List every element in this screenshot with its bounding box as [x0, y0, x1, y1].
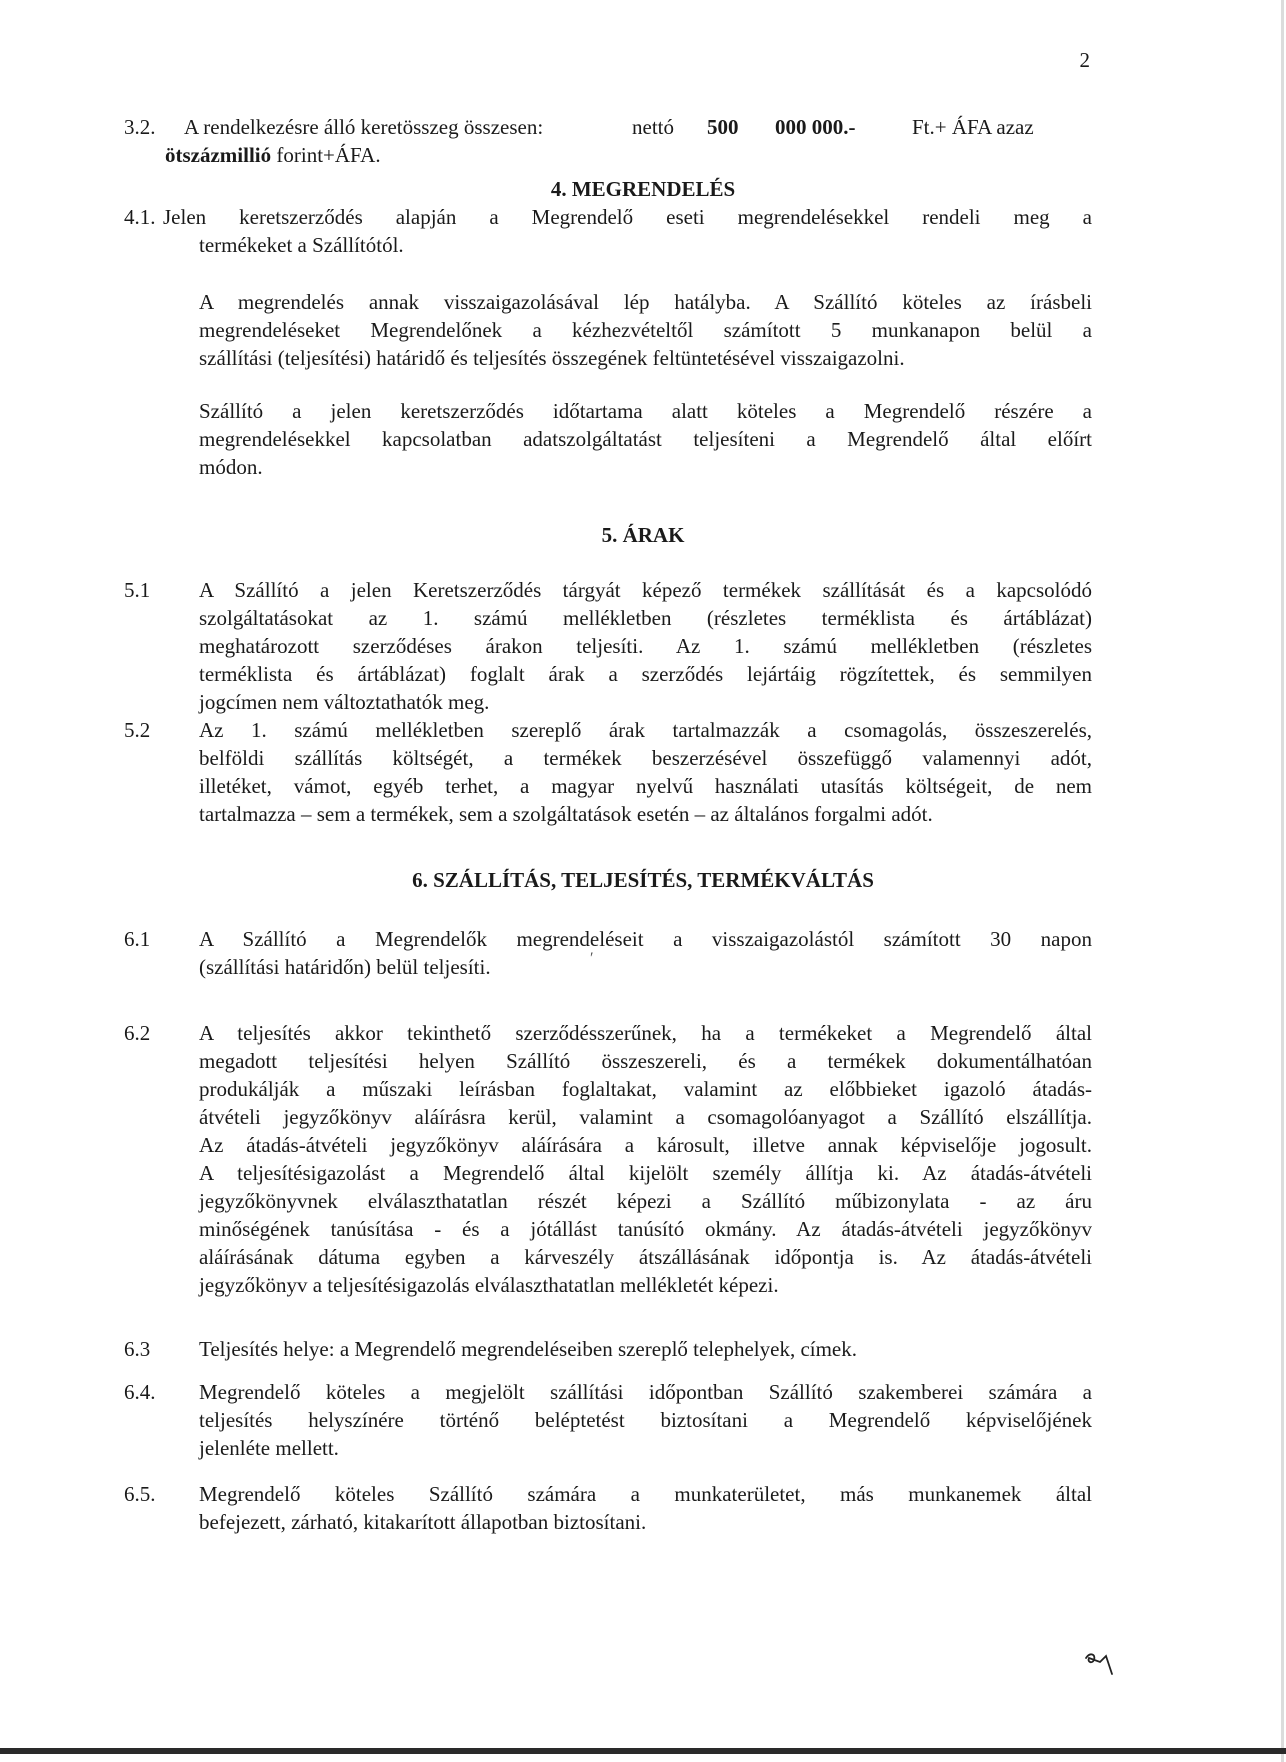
section-6-2-line-7: jegyzőkönyvnek elválaszthatatlan részét képezi a Szállító műbizonylata - az áru [199, 1189, 1092, 1213]
para-megrendeles-line-1: A megrendelés annak visszaigazolásával lép hatályba. A Szállító köteles az írásbeli [199, 290, 1092, 314]
scan-bottom-edge [0, 1748, 1286, 1754]
section-6-4-line-1: Megrendelő köteles a megjelölt szállítási időpontban Szállító szakemberei számára a [199, 1380, 1092, 1404]
section-5-1-line-5: jogcímen nem változtathatók meg. [199, 690, 490, 714]
section-number-5-2: 5.2 [124, 718, 151, 742]
heading-5-arak: 5. ÁRAK [601, 523, 685, 547]
section-number-6-5: 6.5. [124, 1482, 156, 1506]
scan-right-edge [1281, 0, 1284, 1762]
section-6-2-line-3: produkálják a műszaki leírásban foglaltakat, valamint az előbbieket igazoló átadás- [199, 1077, 1092, 1101]
para-szallito-line-1: Szállító a jelen keretszerződés időtartama alatt köteles a Megrendelő részére a [199, 399, 1092, 423]
section-6-1-line-2: (szállítási határidőn) belül teljesíti. [199, 955, 491, 979]
section-number-5-1: 5.1 [124, 578, 151, 602]
section-number-6-3: 6.3 [124, 1337, 151, 1361]
stray-tick-mark: ′ [590, 950, 594, 967]
section-6-3-line-1: Teljesítés helye: a Megrendelő megrendeléseiben szereplő telephelyek, címek. [199, 1337, 858, 1361]
section-6-2-line-1: A teljesítés akkor tekinthető szerződésszerűnek, ha a termékeket a Megrendelő által [199, 1021, 1092, 1045]
para-szallito-line-2: megrendelésekkel kapcsolatban adatszolgáltatást teljesíteni a Megrendelő által előírt [199, 427, 1092, 451]
section-3-2-amount-words: ötszázmillió [165, 143, 272, 167]
section-5-1-line-1: A Szállító a jelen Keretszerződés tárgyát képező termékek szállítását és a kapcsolódó [199, 578, 1092, 602]
section-6-2-line-8: minőségének tanúsítása - és a jótállást tanúsító okmány. Az átadás-átvételi jegyzőkönyv [199, 1217, 1092, 1241]
section-number-6-2: 6.2 [124, 1021, 151, 1045]
section-6-5-line-2: befejezett, zárható, kitakarított állapotban biztosítani. [199, 1510, 647, 1534]
section-3-2-text-a: A rendelkezésre álló keretösszeg összesen: [184, 115, 544, 139]
section-5-1-line-3: meghatározott szerződéses árakon teljesíti. Az 1. számú mellékletben (részletes [199, 634, 1092, 658]
section-6-2-line-5: Az átadás-átvételi jegyzőkönyv aláírására a károsult, illetve annak képviselője jogosult. [199, 1133, 1092, 1157]
section-6-2-line-6: A teljesítésigazolást a Megrendelő által kijelölt személy állítja ki. Az átadás-átvételi [199, 1161, 1092, 1185]
section-3-2-currency: forint+ÁFA. [271, 143, 381, 167]
heading-4-megrendeles: 4. MEGRENDELÉS [550, 177, 736, 201]
heading-6-szallitas: 6. SZÁLLÍTÁS, TELJESÍTÉS, TERMÉKVÁLTÁS [412, 868, 874, 892]
section-6-5-line-1: Megrendelő köteles Szállító számára a munkaterületet, más munkanemek által [199, 1482, 1092, 1506]
section-5-2-line-2: belföldi szállítás költségét, a termékek beszerzésével összefüggő valamennyi adót, [199, 746, 1092, 770]
section-4-1-line-1: Jelen keretszerződés alapján a Megrendelő eseti megrendelésekkel rendeli meg a [163, 205, 1092, 229]
section-5-1-line-2: szolgáltatásokat az 1. számú mellékletben (részletes terméklista és ártáblázat) [199, 606, 1092, 630]
section-6-2-line-10: jegyzőkönyv a teljesítésigazolás elválaszthatatlan mellékletét képezi. [199, 1273, 779, 1297]
section-6-1-line-1: A Szállító a Megrendelők megrendeléseit a visszaigazolástól számított 30 napon [199, 927, 1092, 951]
handwritten-initials-signature [1082, 1648, 1122, 1678]
section-6-2-line-2: megadott teljesítési helyen Szállító összeszereli, és a termékek dokumentálhatóan [199, 1049, 1092, 1073]
section-3-2-text-e: Ft.+ ÁFA azaz [912, 115, 1034, 139]
section-4-1-line-2: termékeket a Szállítótól. [199, 233, 404, 257]
section-5-2-line-1: Az 1. számú mellékletben szereplő árak tartalmazzák a csomagolás, összeszerelés, [199, 718, 1092, 742]
section-3-2-amount-b: 000 000.- [775, 115, 856, 139]
section-3-2-text-b: nettó [632, 115, 674, 139]
section-6-4-line-2: teljesítés helyszínére történő beléptetést biztosítani a Megrendelő képviselőjének [199, 1408, 1092, 1432]
section-5-2-line-4: tartalmazza – sem a termékek, sem a szolgáltatások esetén – az általános forgalmi adót. [199, 802, 933, 826]
section-6-2-line-4: átvételi jegyzőkönyv aláírásra kerül, valamint a csomagolóanyagot a Szállító elszállítja. [199, 1105, 1092, 1129]
section-number-6-1: 6.1 [124, 927, 151, 951]
section-number-4-1: 4.1. [124, 205, 156, 229]
section-number-3-2: 3.2. [124, 115, 156, 139]
section-5-2-line-3: illetéket, vámot, egyéb terhet, a magyar nyelvű használati utasítás költségeit, de nem [199, 774, 1092, 798]
section-6-2-line-9: aláírásának dátuma egyben a kárveszély átszállásának időpontja is. Az átadás-átvételi [199, 1245, 1092, 1269]
para-szallito-line-3: módon. [199, 455, 263, 479]
section-3-2-line-2 [165, 141, 381, 169]
para-megrendeles-line-3: szállítási (teljesítési) határidő és teljesítés összegének feltüntetésével visszaigazolni. [199, 346, 905, 370]
section-5-1-line-4: terméklista és ártáblázat) foglalt árak a szerződés lejártáig rögzítettek, és semmilyen [199, 662, 1092, 686]
page-number: 2 [1079, 48, 1090, 72]
para-megrendeles-line-2: megrendeléseket Megrendelőnek a kézhezvételtől számított 5 munkanapon belül a [199, 318, 1092, 342]
section-3-2-amount-a: 500 [707, 115, 739, 139]
section-number-6-4: 6.4. [124, 1380, 156, 1404]
section-6-4-line-3: jelenléte mellett. [199, 1436, 339, 1460]
